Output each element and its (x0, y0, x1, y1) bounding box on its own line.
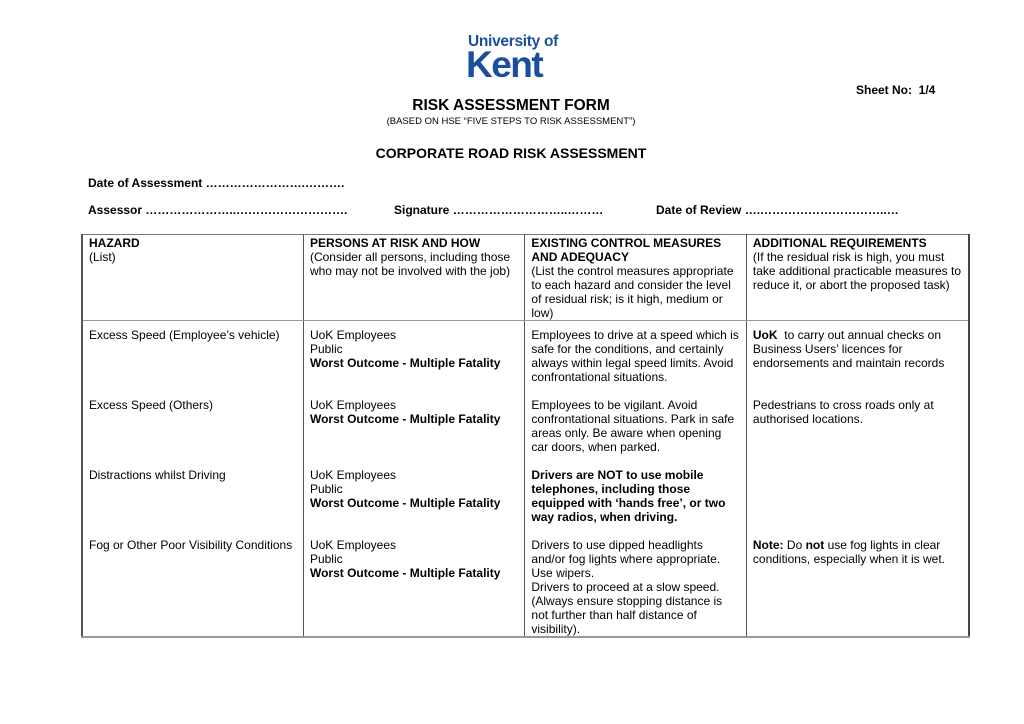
table-row (82, 321, 969, 392)
additional-cell: Note: Do not use fog lights in clear conditions, especially when it is wet. (746, 531, 969, 637)
additional-cell (746, 461, 969, 531)
hazard-cell: Excess Speed (Employee’s vehicle) (82, 321, 303, 392)
persons-cell: UoK Employees Worst Outcome - Multiple Fatality (303, 391, 524, 461)
worst-outcome: Worst Outcome - Multiple Fatality (309, 566, 501, 580)
date-of-review-field[interactable] (656, 203, 899, 217)
persons-cell: UoK Employees Public Worst Outcome - Multiple Fatality (303, 461, 524, 531)
signature-field[interactable] (394, 203, 603, 217)
assessor-value[interactable]: …………………..………………………. (145, 203, 348, 217)
table-row (82, 391, 969, 461)
risk-assessment-table (81, 234, 970, 638)
persons-cell: UoK Employees Public Worst Outcome - Multiple Fatality (303, 531, 524, 637)
additional-cell: UoK to carry out annual checks on Business Users’ licences for endorsements and maintain records (746, 321, 969, 392)
assessor-label: Assessor (88, 203, 143, 217)
date-of-assessment-field[interactable] (88, 176, 344, 190)
assessor-field[interactable] (88, 203, 347, 217)
date-of-assessment-value[interactable]: …………………….………. (205, 176, 345, 190)
table-header-row (82, 235, 969, 321)
additional-cell: Pedestrians to cross roads only at authorised locations. (746, 391, 969, 461)
form-title: RISK ASSESSMENT FORM (412, 97, 610, 114)
hazard-cell: Distractions whilst Driving (82, 461, 303, 531)
table-row (82, 531, 969, 637)
controls-cell: Employees to drive at a speed which is safe for the conditions, and certainly always within legal speed limits. Avoid confrontational situations. (525, 321, 747, 392)
controls-cell: Employees to be vigilant. Avoid confrontational situations. Park in safe areas only. Be aware when opening car doors, when parked. (525, 391, 747, 461)
hazard-cell: Fog or Other Poor Visibility Conditions (82, 531, 303, 637)
worst-outcome: Worst Outcome - Multiple Fatality (309, 412, 501, 426)
worst-outcome: Worst Outcome - Multiple Fatality (309, 496, 501, 510)
table-row (82, 461, 969, 531)
sheet-number: Sheet No: 1/4 (856, 83, 936, 97)
logo-line-university-of: University of (468, 33, 558, 50)
column-header-persons-at-risk: PERSONS AT RISK AND HOW (Consider all persons, including those who may not be involved with the job) (303, 235, 524, 321)
controls-cell: Drivers are NOT to use mobile telephones, including those equipped with ‘hands free’, or two way radios, when driving. (525, 461, 747, 531)
date-of-assessment-label: Date of Assessment (88, 176, 203, 190)
date-of-review-label: Date of Review (656, 203, 742, 217)
persons-cell: UoK Employees Public Worst Outcome - Multiple Fatality (303, 321, 524, 392)
hazard-cell: Excess Speed (Others) (82, 391, 303, 461)
document-title: CORPORATE ROAD RISK ASSESSMENT (375, 145, 647, 161)
column-header-control-measures: EXISTING CONTROL MEASURES AND ADEQUACY (List the control measures appropriate to each hazard and consider the level of residual risk; is it high, medium or low) (525, 235, 747, 321)
column-header-additional-requirements: ADDITIONAL REQUIREMENTS (If the residual risk is high, you must take additional practicable measures to reduce it, or abort the proposed task) (746, 235, 969, 321)
logo-line-kent: Kent (466, 44, 543, 85)
signature-label: Signature (394, 203, 450, 217)
controls-cell: Drivers to use dipped headlights and/or fog lights where appropriate. Use wipers. Drivers to proceed at a slow speed. (Always ensure stopping distance is not further than half distance of visibility). (525, 531, 747, 637)
column-header-hazard: HAZARD (List) (82, 235, 303, 321)
date-of-review-value[interactable]: ….…………………………..… (744, 203, 899, 217)
university-of-kent-logo (466, 33, 562, 85)
worst-outcome: Worst Outcome - Multiple Fatality (309, 356, 501, 370)
form-subtitle: (BASED ON HSE “FIVE STEPS TO RISK ASSESSMENT”) (386, 116, 636, 127)
signature-value[interactable]: ………………………..……… (452, 203, 604, 217)
